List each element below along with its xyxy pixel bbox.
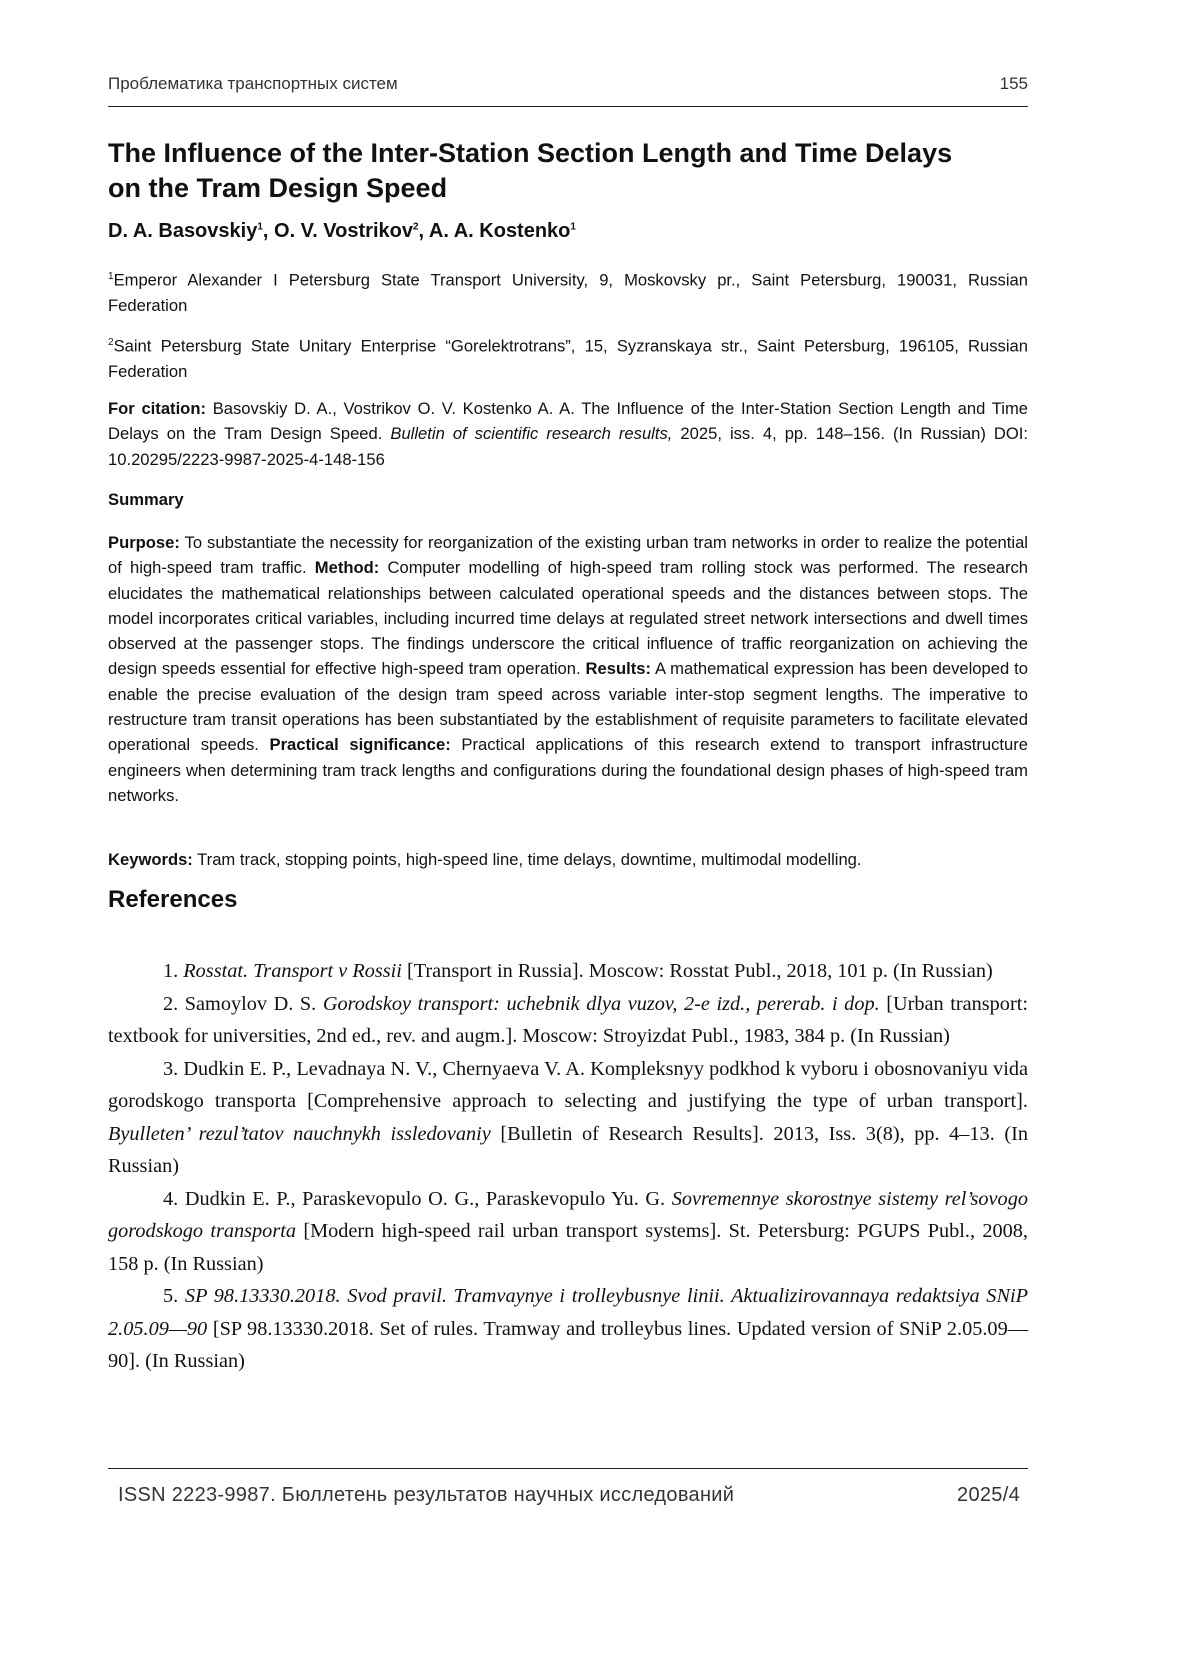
method-text: Computer modelling of high-speed tram rolling stock was performed. The research elucidates the mathematical relationships between calculated operational speeds and the distances between stops. The model incorporates critical variables, including incurred time delays at regulated street network intersections and dwell times observed at the passenger stops. The findings underscore the critical influence of traffic reorganization on achieving the design speeds essential for effective high-speed tram operation. — [108, 558, 1028, 679]
practical-label: Practical significance: — [269, 735, 451, 755]
reference-title: Sovremennye skorostnye sistemy rel’sovogo gorodskogo transporta — [108, 1187, 1028, 1242]
author: D. A. Basovskiy — [108, 220, 258, 242]
reference-text: [Transport in Russia]. Moscow: Rosstat Publ., 2018, 101 p. (In Russian) — [401, 960, 993, 982]
affiliation-text: Emperor Alexander I Petersburg State Transport University, 9, Moskovsky pr., Saint Petersburg, 190031, Russian Federation — [108, 270, 1028, 315]
purpose-text: To substantiate the necessity for reorganization of the existing urban tram networks in order to realize the potential of high-speed tram traffic. — [108, 533, 1028, 578]
footer-issue: 2025/4 — [957, 1484, 1020, 1506]
reference-text: 4. Dudkin E. P., Paraskevopulo O. G., Paraskevopulo Yu. G. — [163, 1187, 672, 1210]
reference-title: Byulleten’ rezul’tatov nauchnykh issledovaniy — [108, 1122, 491, 1145]
reference-text: 1. — [163, 960, 184, 982]
footer-journal: ISSN 2223-9987. Бюллетень результатов научных исследований — [118, 1484, 735, 1506]
affiliation-text: Saint Petersburg State Unitary Enterprise “Gorelektrotrans”, 15, Syzranskaya str., Saint Petersburg, 196105, Russian Federation — [108, 336, 1028, 381]
reference-item — [108, 1183, 1028, 1281]
running-footer — [108, 1484, 1028, 1507]
affiliation-number: 2 — [108, 337, 114, 348]
references-heading: References — [108, 886, 238, 913]
reference-text: 5. — [163, 1285, 185, 1307]
keywords-text: Tram track, stopping points, high-speed line, time delays, downtime, multimodal modelling. — [192, 850, 862, 869]
keywords-label: Keywords: — [108, 850, 193, 869]
article-title: The Influence of the Inter-Station Section Length and Time Delays on the Tram Design Speed — [108, 138, 953, 203]
reference-title: Gorodskoy transport: uchebnik dlya vuzov, 2-e izd., pererab. i dop. — [322, 992, 880, 1015]
reference-item — [108, 988, 1028, 1053]
reference-item — [108, 1053, 1028, 1183]
purpose-label: Purpose: — [108, 533, 180, 552]
results-text: A mathematical expression has been developed to enable the precise evaluation of the design tram speed across variable inter-stop segment lengths. The imperative to restructure tram transit operations has been substantiated by the establishment of requisite parameters to facilitate elevated operational speeds. — [108, 659, 1028, 755]
reference-item — [108, 1280, 1028, 1378]
section-title: Проблематика транспортных систем — [108, 74, 398, 93]
reference-text: 2. Samoylov D. S. — [163, 992, 323, 1015]
author: A. A. Kostenko — [428, 220, 571, 242]
reference-text: [Bulletin of Research Results]. 2013, Iss. 3(8), pp. 4–13. (In Russian) — [108, 1122, 1028, 1177]
affiliation-number: 1 — [108, 271, 114, 282]
keywords — [108, 847, 1028, 872]
authors: D. A. Basovskiy$^1$, O. V. Vostrikov$^2$, A. A. Kostenko$^1$ — [108, 220, 576, 242]
citation-journal: Bulletin of scientific research results, — [390, 424, 673, 444]
page-number: 155 — [999, 74, 1028, 93]
reference-title: SP 98.13330.2018. Svod pravil. Tramvaynye i trolleybusnye linii. Aktualizirovannaya redaktsiya SNiP 2.05.09—90 — [108, 1285, 1028, 1340]
summary-heading: Summary — [108, 490, 184, 509]
affiliation-mark: 1 — [257, 221, 263, 233]
method-label: Method: — [314, 558, 380, 578]
reference-text: 3. Dudkin E. P., Levadnaya N. V., Chernyaeva V. A. Kompleksnyy podkhod k vyboru i obosnovaniyu vida gorodskogo transporta [Comprehensive approach to selecting and justifying the type of urban transport]. — [108, 1057, 1028, 1112]
summary-text — [108, 530, 1028, 808]
citation-text: 2025, iss. 4, pp. 148–156. (In Russian) DOI: 10.20295/2223-9987-2025-4-148-156 — [108, 424, 1028, 469]
reference-title: Rosstat. Transport v Rossii — [183, 960, 402, 982]
citation — [108, 396, 1028, 472]
references-list — [108, 955, 1028, 1378]
reference-item — [108, 955, 1028, 988]
affiliation-mark: 1 — [570, 221, 576, 233]
affiliation-2 — [108, 330, 1028, 384]
reference-text: [SP 98.13330.2018. Set of rules. Tramway and trolleybus lines. Updated version of SNiP 2.05.09—90]. (In Russian) — [108, 1317, 1028, 1372]
citation-text: Basovskiy D. A., Vostrikov O. V. Kostenko A. A. The Influence of the Inter-Station Section Length and Time Delays on the Tram Design Speed. — [108, 399, 1028, 444]
results-label: Results: — [585, 659, 652, 679]
reference-text: [Modern high-speed rail urban transport systems]. St. Petersburg: PGUPS Publ., 2008, 158 p. (In Russian) — [108, 1220, 1028, 1275]
citation-label: For citation: — [108, 399, 206, 418]
affiliation-1 — [108, 264, 1028, 318]
practical-text: Practical applications of this research extend to transport infrastructure engineers when determining tram track lengths and configurations during the foundational design phases of high-speed tram networks. — [108, 735, 1028, 805]
header-divider — [108, 106, 1028, 107]
reference-text: [Urban transport: textbook for universities, 2nd ed., rev. and augm.]. Moscow: Stroyizdat Publ., 1983, 384 p. (In Russian) — [108, 992, 1028, 1047]
affiliation-mark: 2 — [412, 221, 419, 233]
footer-divider — [108, 1468, 1028, 1469]
author: O. V. Vostrikov — [274, 220, 413, 242]
running-header — [108, 74, 1028, 94]
